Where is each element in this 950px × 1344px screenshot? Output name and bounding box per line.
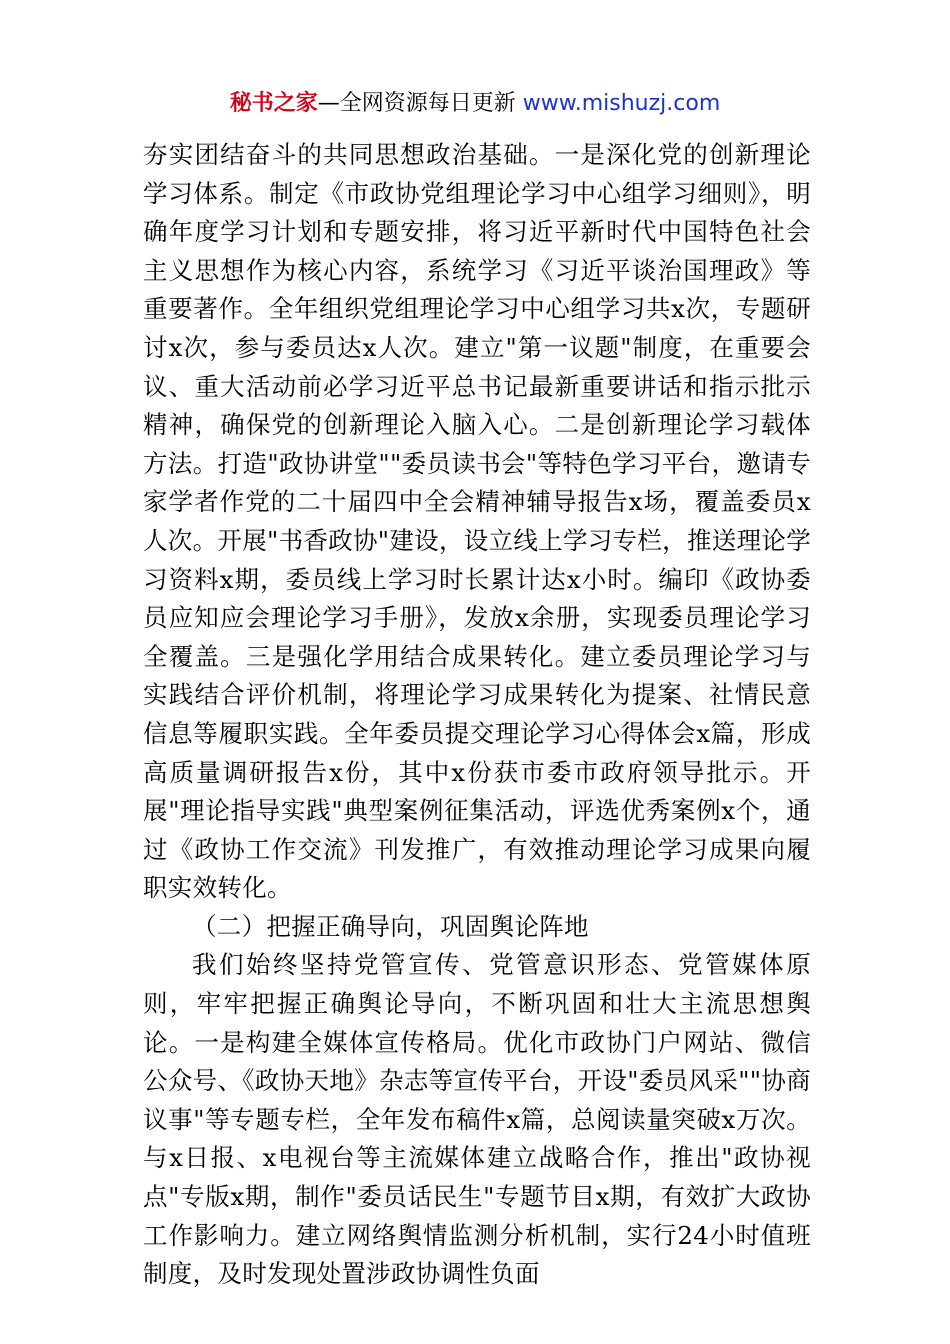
site-url-link[interactable]: www.mishuzj.com: [522, 91, 721, 116]
header-slogan: —全网资源每日更新: [317, 91, 516, 116]
paragraph-continuation: 夯实团结奋斗的共同思想政治基础。一是深化党的创新理论学习体系。制定《市政协党组理论学习中心组学习细则》，明确年度学习计划和专题安排，将习近平新时代中国特色社会主义思想作为核心内容，系统学习《习近平谈治国理政》等重要著作。全年组织党组理论学习中心组学习共x次，专题研讨x次，参与委员达x人次。建立"第一议题"制度，在重要会议、重大活动前必学习近平总书记最新重要讲话和指示批示精神，确保党的创新理论入脑入心。二是创新理论学习载体方法。打造"政协讲堂""委员读书会"等特色学习平台，邀请专家学者作党的二十届四中全会精神辅导报告x场，覆盖委员x人次。开展"书香政协"建设，设立线上学习专栏，推送理论学习资料x期，委员线上学习时长累计达x小时。编印《政协委员应知应会理论学习手册》，发放x余册，实现委员理论学习全覆盖。三是强化学用结合成果转化。建立委员理论学习与实践结合评价机制，将理论学习成果转化为提案、社情民意信息等履职实践。全年委员提交理论学习心得体会x篇，形成高质量调研报告x份，其中x份获市委市政府领导批示。开展"理论指导实践"典型案例征集活动，评选优秀案例x个，通过《政协工作交流》刊发推广，有效推动理论学习成果向履职实效转化。: [143, 140, 811, 903]
site-header: [0, 86, 950, 122]
section-heading: （二）把握正确导向，巩固舆论阵地: [192, 911, 589, 941]
brand-name: 秘书之家: [229, 91, 318, 116]
document-body: [143, 136, 811, 1294]
paragraph: 我们始终坚持党管宣传、党管意识形态、党管媒体原则，牢牢把握正确舆论导向，不断巩固和壮大主流思想舆论。一是构建全媒体宣传格局。优化市政协门户网站、微信公众号、《政协天地》杂志等宣传平台，开设"委员风采""协商议事"等专题专栏，全年发布稿件x篇，总阅读量突破x万次。与x日报、x电视台等主流媒体建立战略合作，推出"政协视点"专版x期，制作"委员话民生"专题节目x期，有效扩大政协工作影响力。建立网络舆情监测分析机制，实行24小时值班制度，及时发现处置涉政协调性负面: [143, 950, 811, 1289]
